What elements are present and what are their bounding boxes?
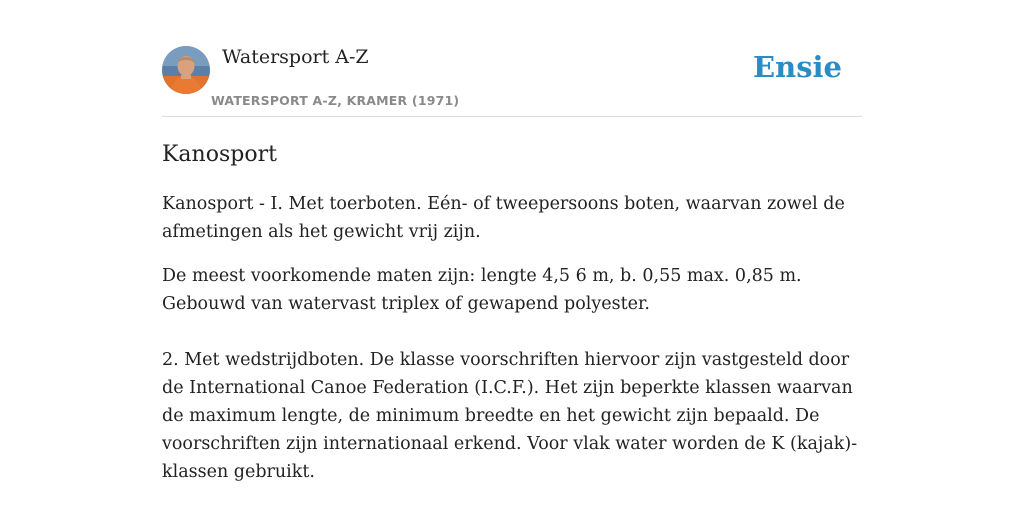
person-photo-avatar-icon	[162, 46, 210, 94]
source-header	[162, 46, 862, 117]
entry-content	[162, 138, 862, 502]
entry-paragraph: 2. Met wedstrijdboten. De klasse voorschriften hiervoor zijn vastgesteld door de International Canoe Federation (I.C.F.). Het zijn beperkte klassen waarvan de maximum lengte, de minimum breedte en het gewicht zijn bepaald. De voorschriften zijn internationaal erkend. Voor vlak water worden de K (kajak)-klassen gebruikt.	[162, 350, 858, 482]
source-subtitle[interactable]: WATERSPORT A-Z, KRAMER (1971)	[211, 93, 460, 108]
avatar[interactable]	[162, 46, 210, 94]
entry-paragraph: Kanosport - I. Met toerboten. Eén- of tweepersoons boten, waarvan zowel de afmetingen als het gewicht vrij zijn.	[162, 194, 845, 242]
ensie-logo-link[interactable]: Ensie	[753, 50, 842, 84]
entry-paragraph: De meest voorkomende maten zijn: lengte 4,5 6 m, b. 0,55 max. 0,85 m. Gebouwd van watervast triplex of gewapend polyester.	[162, 266, 802, 314]
entry-title: Kanosport	[162, 142, 277, 167]
source-title[interactable]: Watersport A-Z	[222, 46, 369, 68]
